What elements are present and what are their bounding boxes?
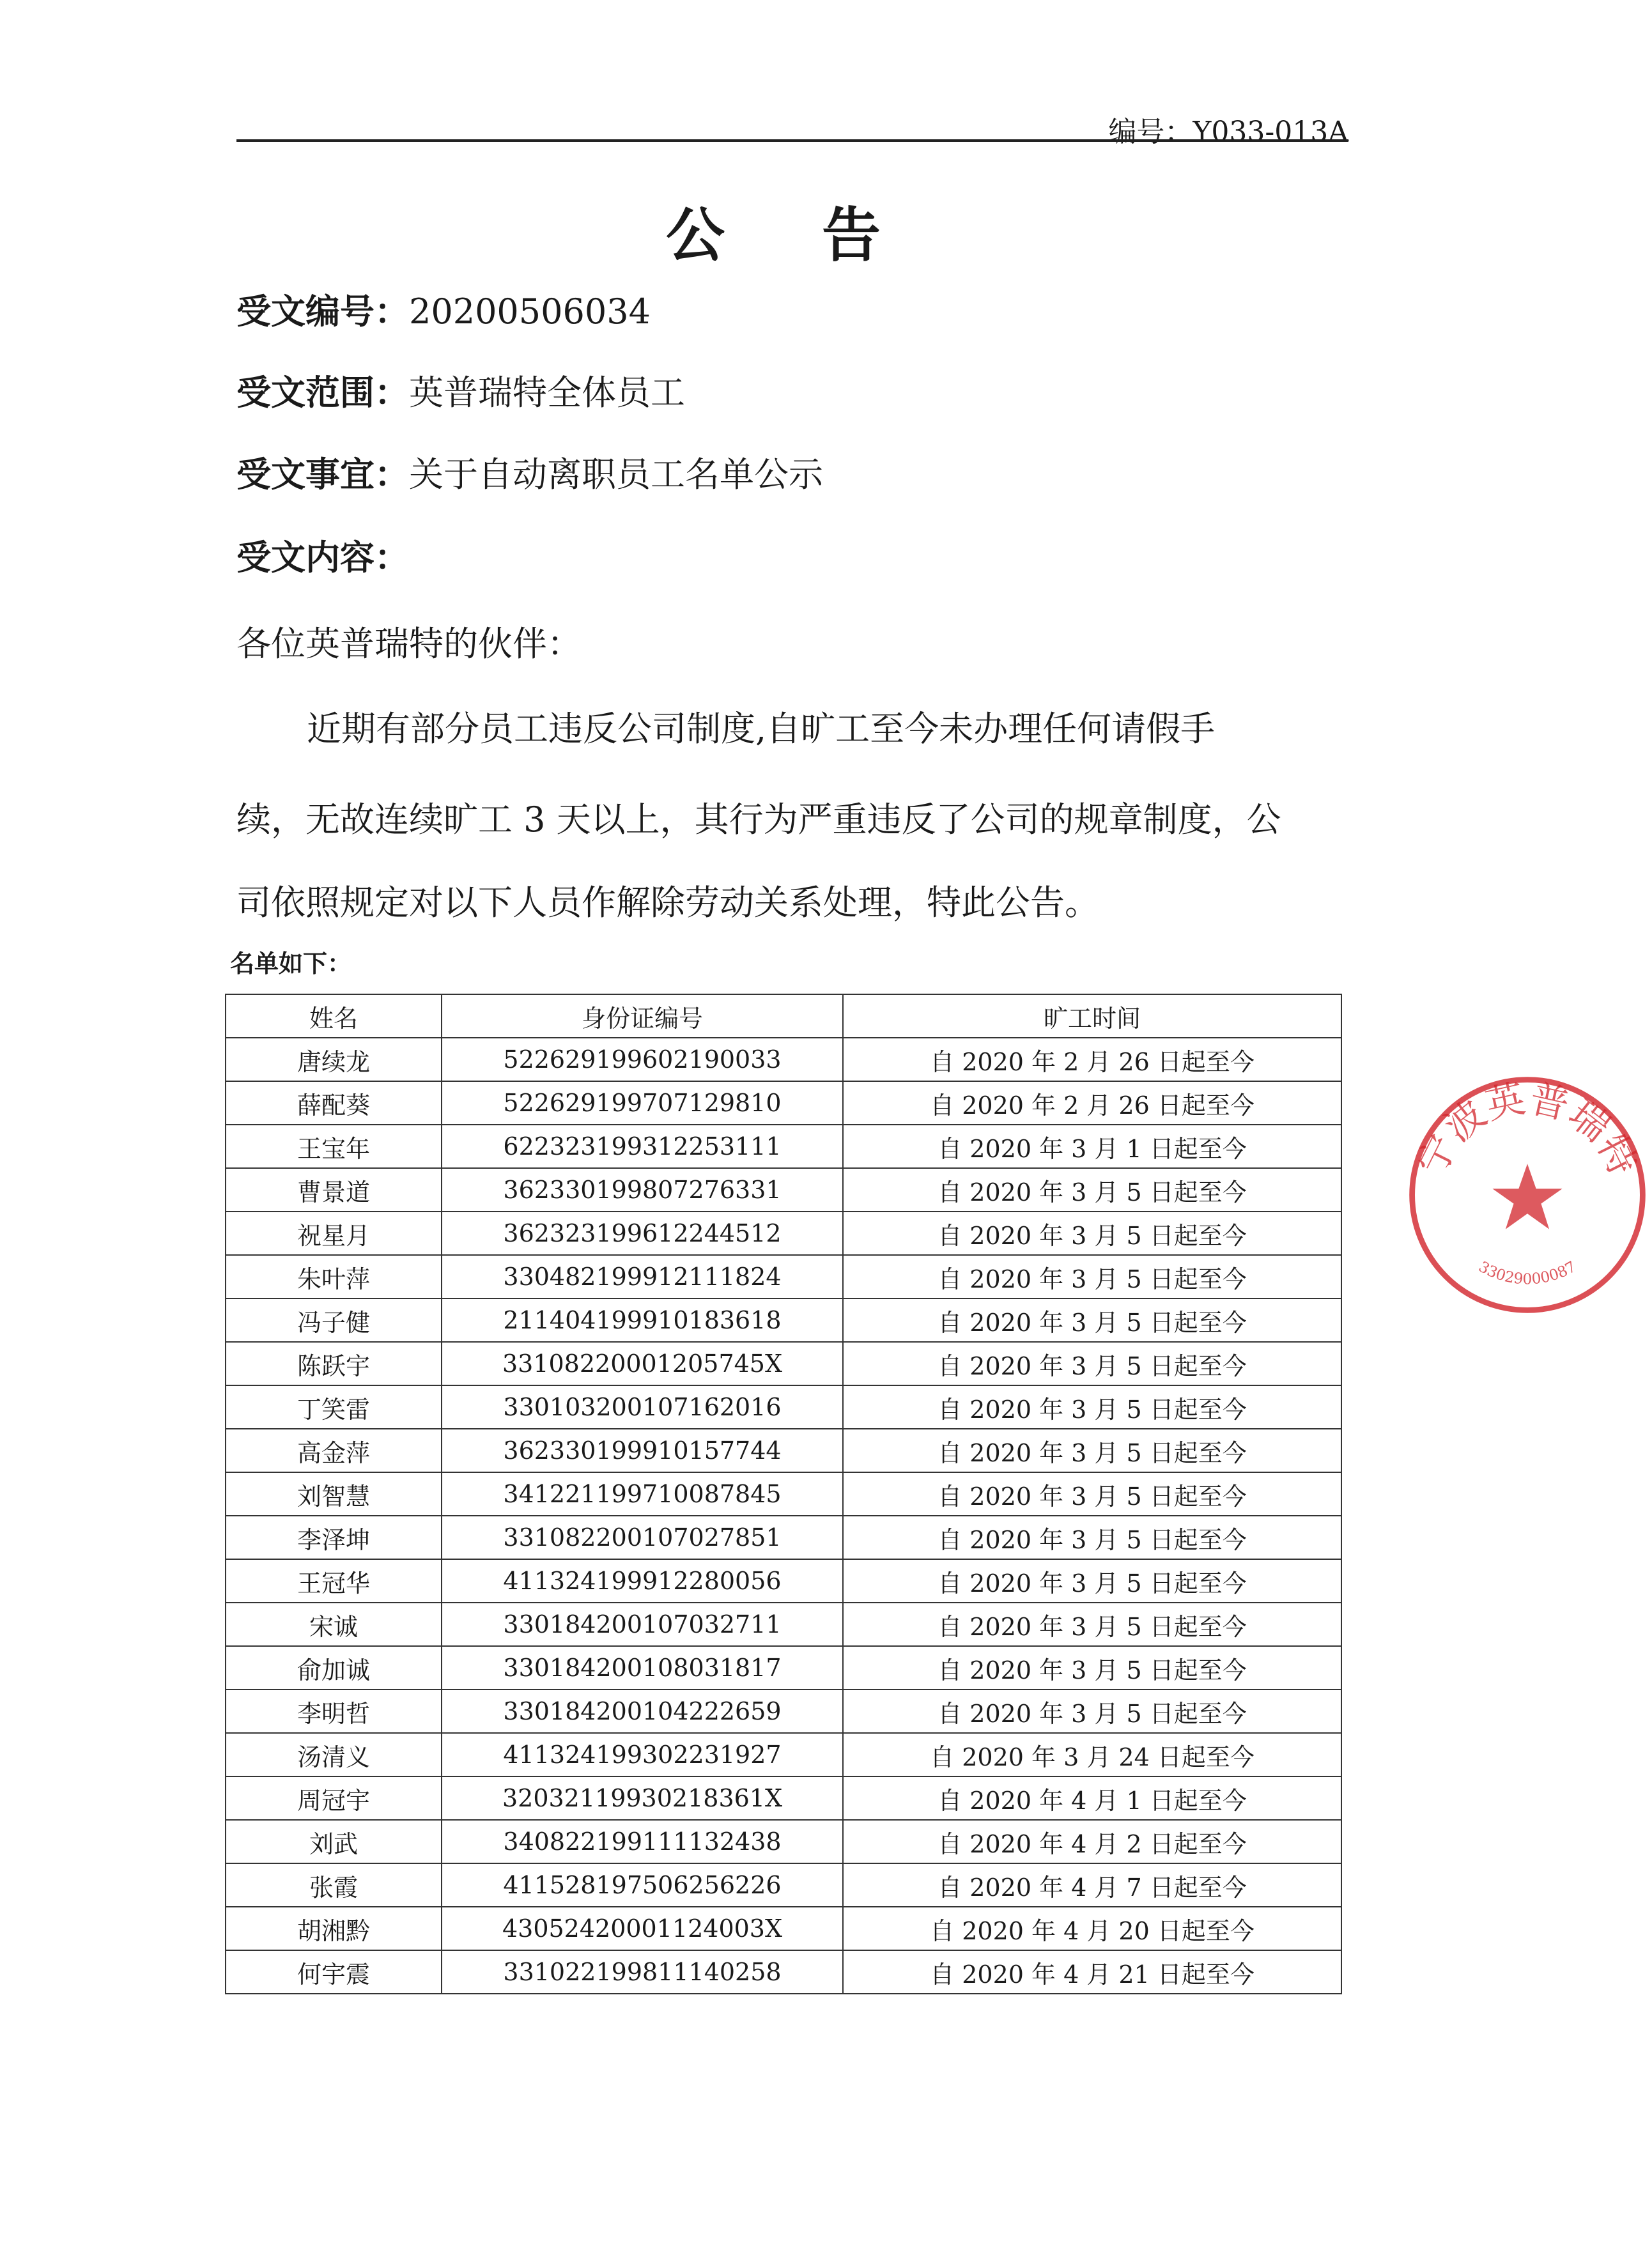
cell-absence-period: 自 2020 年 3 月 5 日起至今 bbox=[843, 1603, 1341, 1646]
document-code: 编号：Y033-013A bbox=[1108, 116, 1348, 148]
cell-name: 李明哲 bbox=[226, 1690, 442, 1733]
cell-absence-period: 自 2020 年 3 月 5 日起至今 bbox=[843, 1385, 1341, 1429]
document-number-field bbox=[236, 284, 651, 334]
cell-id-number: 411324199302231927 bbox=[442, 1733, 843, 1776]
cell-absence-period: 自 2020 年 3 月 5 日起至今 bbox=[843, 1342, 1341, 1385]
cell-name: 王宝年 bbox=[226, 1125, 442, 1168]
company-seal bbox=[1403, 1070, 1652, 1320]
document-number-value: 20200506034 bbox=[409, 291, 651, 332]
table-row bbox=[226, 1472, 1341, 1516]
cell-absence-period: 自 2020 年 3 月 5 日起至今 bbox=[843, 1168, 1341, 1212]
cell-id-number: 411324199912280056 bbox=[442, 1559, 843, 1603]
cell-id-number: 522629199707129810 bbox=[442, 1081, 843, 1125]
table-row bbox=[226, 1255, 1341, 1298]
list-caption: 名单如下： bbox=[230, 950, 352, 978]
cell-absence-period: 自 2020 年 3 月 5 日起至今 bbox=[843, 1255, 1341, 1298]
seal-star-icon bbox=[1492, 1164, 1562, 1229]
document-number-label: 受文编号： bbox=[236, 291, 409, 332]
cell-id-number: 331082200107027851 bbox=[442, 1516, 843, 1559]
cell-absence-period: 自 2020 年 4 月 21 日起至今 bbox=[843, 1950, 1341, 1994]
cell-id-number: 43052420001124003X bbox=[442, 1907, 843, 1950]
table-row bbox=[226, 1690, 1341, 1733]
scope-field bbox=[236, 366, 685, 415]
cell-name: 丁笑雷 bbox=[226, 1385, 442, 1429]
header-period: 旷工时间 bbox=[843, 994, 1341, 1038]
cell-id-number: 211404199910183618 bbox=[442, 1298, 843, 1342]
cell-name: 刘智慧 bbox=[226, 1472, 442, 1516]
table-row bbox=[226, 1168, 1341, 1212]
header-name: 姓名 bbox=[226, 994, 442, 1038]
table-row bbox=[226, 1342, 1341, 1385]
cell-id-number: 330184200107032711 bbox=[442, 1603, 843, 1646]
cell-name: 曹景道 bbox=[226, 1168, 442, 1212]
cell-id-number: 362330199807276331 bbox=[442, 1168, 843, 1212]
table-row bbox=[226, 1863, 1341, 1907]
cell-name: 朱叶萍 bbox=[226, 1255, 442, 1298]
cell-id-number: 362330199910157744 bbox=[442, 1429, 843, 1472]
cell-name: 唐续龙 bbox=[226, 1038, 442, 1081]
subject-value: 关于自动离职员工名单公示 bbox=[409, 454, 823, 495]
cell-name: 祝星月 bbox=[226, 1212, 442, 1255]
page-title: 公 告 bbox=[665, 201, 920, 270]
cell-name: 胡湘黔 bbox=[226, 1907, 442, 1950]
table-row bbox=[226, 1516, 1341, 1559]
cell-id-number: 330184200104222659 bbox=[442, 1690, 843, 1733]
cell-id-number: 32032119930218361X bbox=[442, 1776, 843, 1820]
cell-absence-period: 自 2020 年 3 月 5 日起至今 bbox=[843, 1472, 1341, 1516]
cell-absence-period: 自 2020 年 2 月 26 日起至今 bbox=[843, 1081, 1341, 1125]
cell-absence-period: 自 2020 年 4 月 1 日起至今 bbox=[843, 1776, 1341, 1820]
cell-absence-period: 自 2020 年 3 月 5 日起至今 bbox=[843, 1212, 1341, 1255]
cell-id-number: 522629199602190033 bbox=[442, 1038, 843, 1081]
table-header-row bbox=[226, 994, 1341, 1038]
seal-text: 宁波英普瑞特 bbox=[1409, 1076, 1646, 1183]
scope-label: 受文范围： bbox=[236, 373, 409, 413]
cell-absence-period: 自 2020 年 3 月 5 日起至今 bbox=[843, 1690, 1341, 1733]
header-rule bbox=[236, 139, 1348, 142]
table-row bbox=[226, 1125, 1341, 1168]
cell-absence-period: 自 2020 年 3 月 5 日起至今 bbox=[843, 1646, 1341, 1690]
cell-id-number: 362323199612244512 bbox=[442, 1212, 843, 1255]
cell-absence-period: 自 2020 年 4 月 2 日起至今 bbox=[843, 1820, 1341, 1863]
cell-name: 汤清义 bbox=[226, 1733, 442, 1776]
cell-id-number: 622323199312253111 bbox=[442, 1125, 843, 1168]
cell-name: 薛配葵 bbox=[226, 1081, 442, 1125]
notice-line-1: 近期有部分员工违反公司制度,自旷工至今未办理任何请假手 bbox=[307, 709, 1216, 749]
cell-name: 张霞 bbox=[226, 1863, 442, 1907]
cell-id-number: 341221199710087845 bbox=[442, 1472, 843, 1516]
subject-field bbox=[236, 447, 823, 497]
cell-id-number: 330103200107162016 bbox=[442, 1385, 843, 1429]
notice-line-2: 续，无故连续旷工 3 天以上，其行为严重违反了公司的规章制度，公 bbox=[236, 799, 1281, 840]
cell-absence-period: 自 2020 年 3 月 1 日起至今 bbox=[843, 1125, 1341, 1168]
table-row bbox=[226, 1429, 1341, 1472]
subject-label: 受文事宜： bbox=[236, 454, 409, 495]
table-row bbox=[226, 1950, 1341, 1994]
cell-name: 李泽坤 bbox=[226, 1516, 442, 1559]
greeting: 各位英普瑞特的伙伴： bbox=[236, 624, 582, 664]
content-field bbox=[236, 530, 409, 580]
cell-id-number: 331022199811140258 bbox=[442, 1950, 843, 1994]
cell-name: 陈跃宇 bbox=[226, 1342, 442, 1385]
table-row bbox=[226, 1820, 1341, 1863]
cell-absence-period: 自 2020 年 2 月 26 日起至今 bbox=[843, 1038, 1341, 1081]
cell-id-number: 330482199912111824 bbox=[442, 1255, 843, 1298]
cell-name: 宋诚 bbox=[226, 1603, 442, 1646]
cell-absence-period: 自 2020 年 3 月 5 日起至今 bbox=[843, 1298, 1341, 1342]
cell-absence-period: 自 2020 年 3 月 5 日起至今 bbox=[843, 1559, 1341, 1603]
table-row bbox=[226, 1907, 1341, 1950]
cell-name: 高金萍 bbox=[226, 1429, 442, 1472]
table-row bbox=[226, 1603, 1341, 1646]
table-row bbox=[226, 1081, 1341, 1125]
cell-name: 俞加诚 bbox=[226, 1646, 442, 1690]
table-row bbox=[226, 1646, 1341, 1690]
table-row bbox=[226, 1038, 1341, 1081]
cell-absence-period: 自 2020 年 3 月 5 日起至今 bbox=[843, 1516, 1341, 1559]
table-row bbox=[226, 1298, 1341, 1342]
cell-name: 周冠宇 bbox=[226, 1776, 442, 1820]
table-row bbox=[226, 1385, 1341, 1429]
seal-number: 33029000087 bbox=[1476, 1257, 1579, 1288]
cell-id-number: 330184200108031817 bbox=[442, 1646, 843, 1690]
cell-name: 冯子健 bbox=[226, 1298, 442, 1342]
content-label: 受文内容： bbox=[236, 537, 409, 578]
table-row bbox=[226, 1212, 1341, 1255]
cell-id-number: 411528197506256226 bbox=[442, 1863, 843, 1907]
cell-id-number: 340822199111132438 bbox=[442, 1820, 843, 1863]
header-id: 身份证编号 bbox=[442, 994, 843, 1038]
table-row bbox=[226, 1559, 1341, 1603]
table-row bbox=[226, 1733, 1341, 1776]
dismissal-table bbox=[225, 994, 1342, 1994]
cell-id-number: 33108220001205745X bbox=[442, 1342, 843, 1385]
notice-line-3: 司依照规定对以下人员作解除劳动关系处理，特此公告。 bbox=[236, 882, 1099, 923]
cell-absence-period: 自 2020 年 4 月 20 日起至今 bbox=[843, 1907, 1341, 1950]
cell-absence-period: 自 2020 年 3 月 24 日起至今 bbox=[843, 1733, 1341, 1776]
cell-name: 刘武 bbox=[226, 1820, 442, 1863]
cell-absence-period: 自 2020 年 3 月 5 日起至今 bbox=[843, 1429, 1341, 1472]
cell-name: 王冠华 bbox=[226, 1559, 442, 1603]
cell-absence-period: 自 2020 年 4 月 7 日起至今 bbox=[843, 1863, 1341, 1907]
table-body bbox=[226, 1038, 1341, 1994]
cell-name: 何宇震 bbox=[226, 1950, 442, 1994]
table-row bbox=[226, 1776, 1341, 1820]
scope-value: 英普瑞特全体员工 bbox=[409, 373, 685, 413]
